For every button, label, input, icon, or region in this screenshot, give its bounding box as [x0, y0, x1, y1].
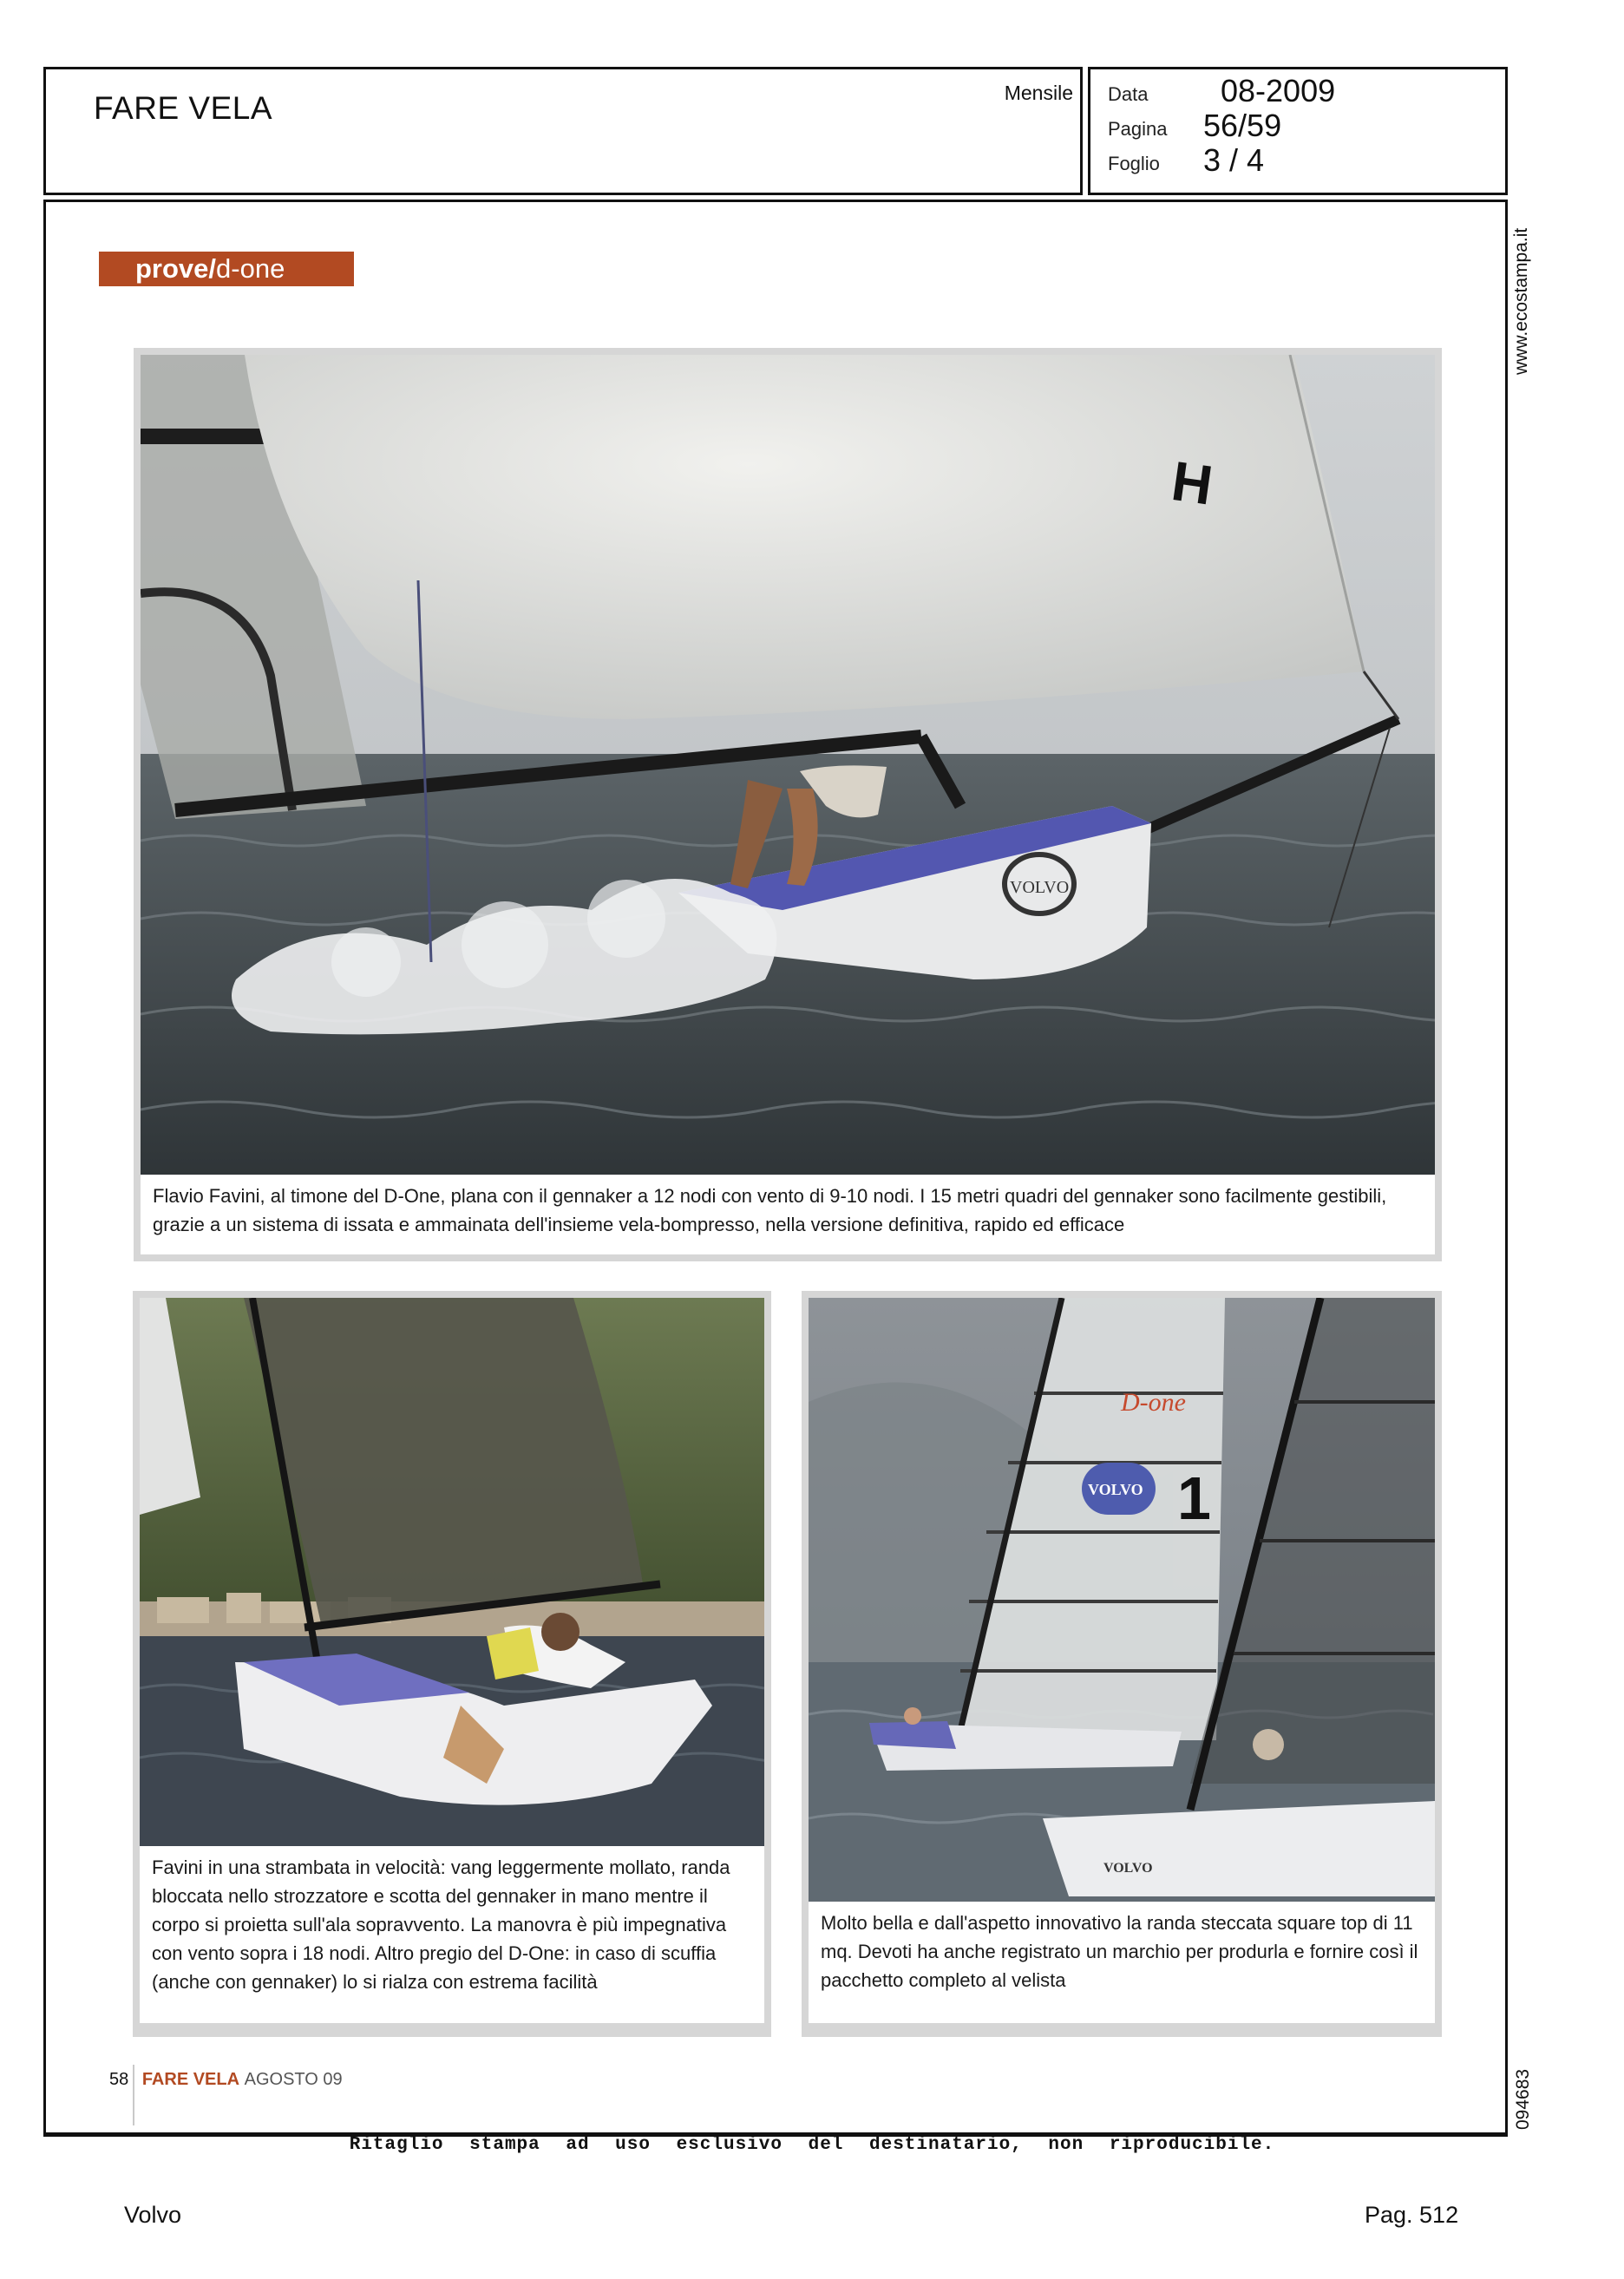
page-label: Pagina — [1108, 118, 1168, 140]
site-url: www.ecostampa.it — [1511, 227, 1531, 375]
disclaimer: Ritaglio stampa ad uso esclusivo del destinatario, non riproducibile. — [349, 2135, 1275, 2155]
folio — [109, 2070, 343, 2090]
folio-page: 58 — [109, 2070, 129, 2089]
caption-gybe: Favini in una strambata in velocità: vang leggermente mollato, randa bloccata nello strozzatore e scotta del gennaker in mano mentre il corpo si proietta sull'ala sopravvento. La manovra è più impegnativa con vento sopra i 18 nodi. Altro pregio del D-One: in caso di scuffia (anche con gennaker) lo si rialza con estrema facilità — [140, 1846, 764, 2023]
hull-logo-volvo-front: VOLVO — [1103, 1861, 1153, 1876]
sail-letter-h: H — [1168, 449, 1217, 517]
folio-issue: AGOSTO 09 — [244, 2070, 343, 2089]
page-value: 56/59 — [1203, 108, 1282, 143]
figure-square-top — [802, 1291, 1442, 2037]
photo-square-top-sails — [809, 1298, 1435, 1902]
photo-gybe — [140, 1298, 764, 1846]
section-tag-prove: prove/ — [135, 253, 217, 284]
sail-brand-d-one: D-one — [1121, 1388, 1186, 1417]
header-meta-box — [1088, 67, 1508, 195]
clip-code: 094683 — [1513, 2068, 1533, 2130]
photo-planing-gennaker — [141, 355, 1435, 1175]
date-label: Data — [1108, 83, 1149, 105]
header-publication-box — [43, 67, 1083, 195]
footer-client: Volvo — [124, 2202, 182, 2228]
caption-square-top: Molto bella e dall'aspetto innovativo la randa steccata square top di 11 mq. Devoti ha anche registrato un marchio per produrla e fornire così il pacchetto completo al velista — [809, 1902, 1435, 2023]
hull-logo-volvo: VOLVO — [1010, 878, 1070, 897]
folio-magazine: FARE VELA — [141, 2070, 240, 2089]
figure-gybe — [133, 1291, 771, 2037]
figure-main — [134, 348, 1442, 1261]
sheet-value: 3 / 4 — [1203, 142, 1265, 178]
section-tag-d-one: d-one — [216, 253, 285, 284]
frequency-label: Mensile — [1004, 82, 1073, 104]
sail-number-1: 1 — [1177, 1464, 1211, 1532]
publication-name: FARE VELA — [94, 90, 273, 126]
sheet-label: Foglio — [1108, 153, 1160, 174]
date-value: 08-2009 — [1221, 73, 1336, 108]
footer-page: Pag. 512 — [1365, 2202, 1459, 2228]
section-tag — [99, 252, 354, 286]
caption-main: Flavio Favini, al timone del D-One, plana con il gennaker a 12 nodi con vento di 9-10 nodi. I 15 metri quadri del gennaker sono facilmente gestibili, grazie a un sistema di issata e ammainata dell'insieme vela-bompresso, nella versione definitiva, rapido ed efficace — [141, 1175, 1435, 1254]
sail-logo-volvo: VOLVO — [1088, 1481, 1143, 1498]
